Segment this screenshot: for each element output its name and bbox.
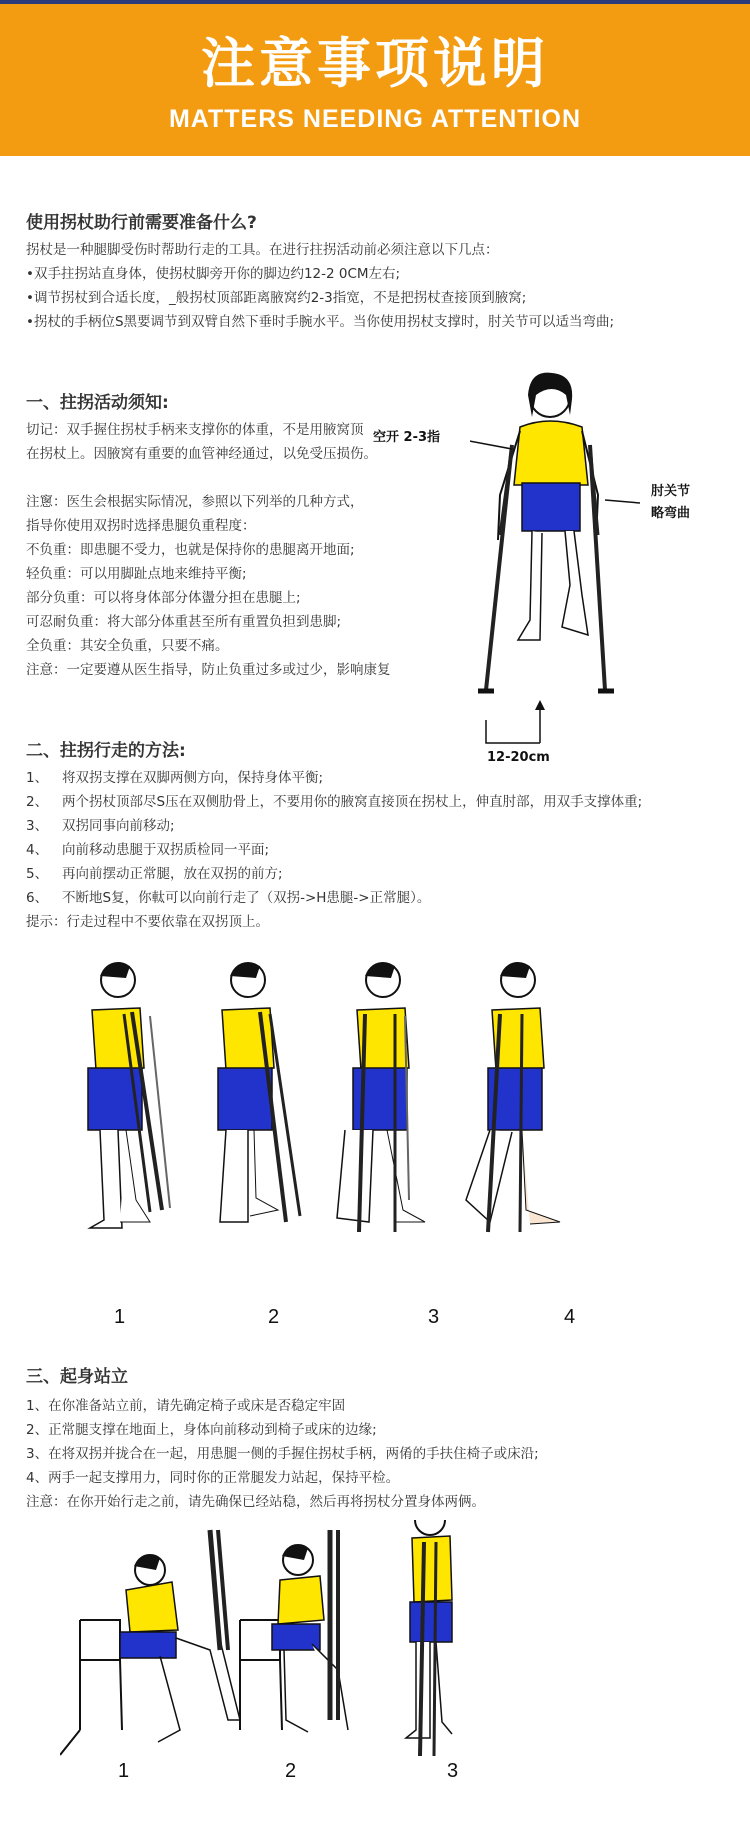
prep-line: •双手拄拐站直身体，使拐杖脚旁开你的脚边约12-2 0CM左右;: [26, 266, 401, 282]
walk-step-number: 3: [428, 1306, 440, 1328]
standup-figure-2: [240, 1530, 348, 1732]
crutch-fit-illustration: [470, 365, 730, 765]
prep-text: [26, 238, 614, 334]
stand-up-sequence-illustration: [60, 1520, 500, 1765]
walk-step: 1、 将双拐支撑在双脚两侧方向，保持身体平衡;: [26, 770, 324, 786]
page-title: 注意事项说明: [201, 32, 549, 95]
walk-figure-1: [88, 963, 170, 1228]
standup-step-number: 1: [118, 1760, 130, 1782]
elbow-bend-label: 略弯曲: [651, 506, 691, 521]
standup-figure-3: [406, 1520, 452, 1756]
s1-line: 可忍耐负重：将大部分体重甚至所有重置负担到患脚;: [26, 614, 342, 630]
standup-step: 1、在你准备站立前，请先确定椅子或床是否稳定牢固: [26, 1398, 346, 1414]
walk-figure-2: [218, 963, 300, 1222]
prep-line: •调节拐杖到合适长度，_般拐杖顶部距离腋窝约2-3指宽，不是把拐杖查接顶到腋窝;: [26, 290, 527, 306]
standup-step: 3、在将双拐并拢合在一起，用患腿一侧的手握住拐杖手柄，两倄的手扶住椅子或床沿;: [26, 1446, 539, 1462]
standup-step-number: 2: [285, 1760, 297, 1782]
section2-heading: 二、拄拐行走的方法:: [26, 741, 186, 761]
walk-step: 3、 双拐同事向前移动;: [26, 818, 175, 834]
section3-text: [26, 1394, 539, 1514]
s1-line: 切记：双手握住拐杖手柄来支撑你的体重，不是用腋窝顶: [26, 422, 364, 438]
walk-step: 2、 两个拐杖顶部尽S压在双侧肋骨上，不要用你的腋窝直接顶在拐杖上，伸直肘部，用双手支撑体重;: [26, 794, 643, 810]
s1-line: 在拐杖上。因腋窝有重要的血管神经通过，以免受压损伤。: [26, 446, 377, 462]
prep-heading: 使用拐杖助行前需要准备什么?: [26, 213, 257, 233]
prep-line: 拐杖是一种腿脚受伤时帮助行走的工具。在进行拄拐活动前必须注意以下几点：: [26, 242, 499, 258]
distance-label: 12-20cm: [487, 750, 550, 765]
standup-step: 4、两手一起支撑用力，同时你的正常腿发力站起，保持平检。: [26, 1470, 400, 1486]
walk-step: 6、 不断地S复，你軚可以向前行走了（双拐->H患腿->正常腿）。: [26, 890, 431, 906]
elbow-label: 肘关节: [651, 484, 691, 499]
walking-sequence-illustration: [60, 960, 640, 1280]
s1-line: 部分负重：可以将身体部分体盪分担在患腿上;: [26, 590, 301, 606]
walk-step-number: 4: [564, 1306, 576, 1328]
walk-step: 5、 再向前摆动正常腿，放在双拐的前方;: [26, 866, 283, 882]
walk-tip: 提示：行走过程中不要依靠在双拐顶上。: [26, 914, 269, 930]
standup-step: 2、正常腿支撑在地面上，身体向前移动到椅子或床的边缘;: [26, 1422, 377, 1438]
walk-step: 4、 向前移动患腿于双拐质检同一平面;: [26, 842, 270, 858]
walk-figure-3: [337, 963, 425, 1232]
section1-text: [26, 418, 391, 682]
section3-heading: 三、起身站立: [26, 1367, 128, 1387]
s1-line: [26, 466, 391, 490]
prep-line: •拐杖的手柄位S黑要调节到双臂自然下垂时手腕水平。当你使用拐杖支撑时，肘关节可以适当弯曲;: [26, 314, 615, 330]
s1-line: 轻负重：可以用脚趾点地来维持平衡;: [26, 566, 247, 582]
standup-figure-1: [60, 1530, 240, 1755]
s1-line: 全负重：其安全负重，只要不痛。: [26, 638, 229, 654]
standup-note: 注意：在你开始行走之前，请先确保已经站稳，然后再将拐杖分置身体两俩。: [26, 1494, 485, 1510]
s1-line: 不负重：即患腿不受力，也就是保持你的患腿离开地面;: [26, 542, 355, 558]
walk-step-number: 2: [268, 1306, 280, 1328]
section2-steps: [26, 766, 642, 934]
s1-line: 指导你使用双拐时选择患腿负重程度：: [26, 518, 256, 534]
walk-step-number: 1: [114, 1306, 126, 1328]
page-subtitle: MATTERS NEEDING ATTENTION: [168, 105, 582, 133]
standup-step-number: 3: [447, 1760, 459, 1782]
header-banner: [0, 4, 750, 156]
s1-line: 注窻：医生会根据实际情况，参照以下列举的几种方式，: [26, 494, 364, 510]
walk-figure-4: [466, 963, 560, 1232]
s1-line: 注意：一定要遵从医生指导，防止负重过多或过少，影响康复: [26, 662, 391, 678]
armpit-gap-label: 空开 2-3指: [373, 430, 441, 445]
section1-heading: 一、拄拐活动须知:: [26, 393, 169, 413]
